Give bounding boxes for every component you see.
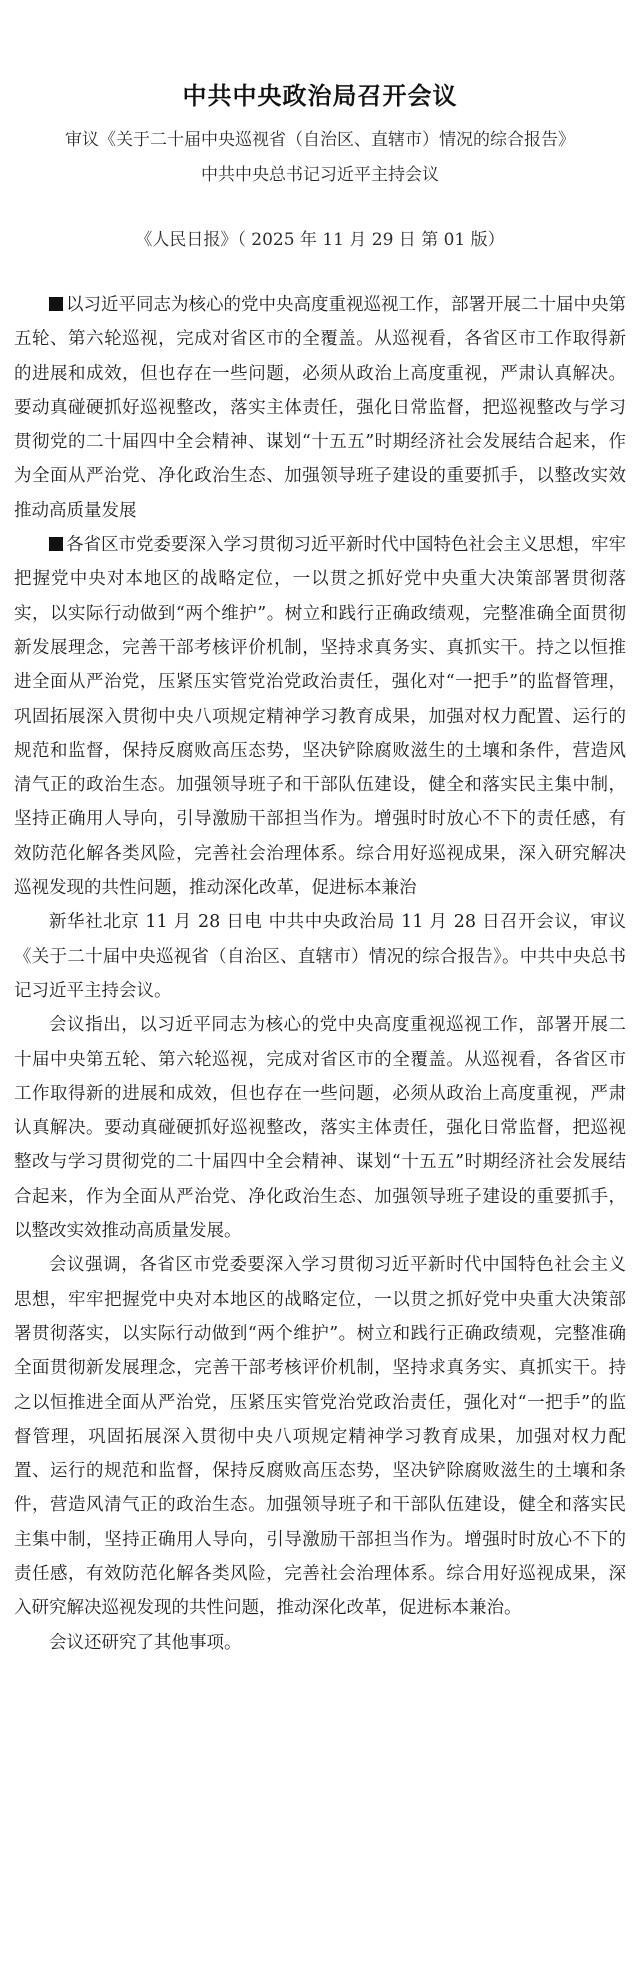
body-paragraph-dateline: 新华社北京 11 月 28 日电 中共中央政治局 11 月 28 日召开会议，审议《关于二十届中央巡视省（自治区、直辖市）情况的综合报告》。中共中央总书记习近平主持会议。 (14, 912, 626, 1001)
body-paragraph-closing: 会议还研究了其他事项。 (49, 1632, 242, 1653)
summary-paragraph-2 (14, 528, 626, 905)
summary-text-2: 各省区市党委要深入学习贯彻习近平新时代中国特色社会主义思想，牢牢把握党中央对本地区的战略定位，一以贯之抓好党中央重大决策部署贯彻落实，以实际行动做到“两个维护”。树立和践行正确政绩观，完整准确全面贯彻新发展理念，完善干部考核评价机制，坚持求真务实、真抓实干。持之以恒推进全面从严治党，压紧压实管党治党政治责任，强化对“一把手”的监督管理，巩固拓展深入贯彻中央八项规定精神学习教育成果，加强对权力配置、运行的规范和监督，保持反腐败高压态势，坚决铲除腐败滋生的土壤和条件，营造风清气正的政治生态。加强领导班子和干部队伍建设，健全和落实民主集中制，坚持正确用人导向，引导激励干部担当作为。增强时时放心不下的责任感，有效防范化解各类风险，完善社会治理体系。综合用好巡视成果，深入研究解决巡视发现的共性问题，推动深化改革，促进标本兼治 (14, 535, 626, 899)
body-paragraph-points: 会议指出，以习近平同志为核心的党中央高度重视巡视工作，部署开展二十届中央第五轮、第六轮巡视，完成对省区市的全覆盖。从巡视看，各省区市工作取得新的进展和成效，但也存在一些问题，必须从政治上高度重视，严肃认真解决。要动真碰硬抓好巡视整改，落实主体责任，强化日常监督，把巡视整改与学习贯彻党的二十届四中全会精神、谋划“十五五”时期经济社会发展结合起来，作为全面从严治党、净化政治生态、加强领导班子建设的重要抓手，以整改实效推动高质量发展。 (14, 1015, 626, 1242)
article-subtitle-chair: 中共中央总书记习近平主持会议 (201, 165, 439, 185)
body-paragraph-emphasis: 会议强调，各省区市党委要深入学习贯彻习近平新时代中国特色社会主义思想，牢牢把握党中央对本地区的战略定位，一以贯之抓好党中央重大决策部署贯彻落实，以实际行动做到“两个维护”。树立和践行正确政绩观，完整准确全面贯彻新发展理念，完善干部考核评价机制，坚持求真务实、真抓实干。持之以恒推进全面从严治党，压紧压实管党治党政治责任，强化对“一把手”的监督管理，巩固拓展深入贯彻中央八项规定精神学习教育成果，加强对权力配置、运行的规范和监督，保持反腐败高压态势，坚决铲除腐败滋生的土壤和条件，营造风清气正的政治生态。加强领导班子和干部队伍建设，健全和落实民主集中制，坚持正确用人导向，引导激励干部担当作为。增强时时放心不下的责任感，有效防范化解各类风险，完善社会治理体系。综合用好巡视成果，深入研究解决巡视发现的共性问题，推动深化改革，促进标本兼治。 (14, 1255, 626, 1619)
summary-paragraph-1 (14, 288, 626, 528)
black-square-bullet-icon (49, 297, 63, 311)
summary-text-1: 以习近平同志为核心的党中央高度重视巡视工作，部署开展二十届中央第五轮、第六轮巡视，完成对省区市的全覆盖。从巡视看，各省区市工作取得新的进展和成效，但也存在一些问题，必须从政治上高度重视，严肃认真解决。要动真碰硬抓好巡视整改，落实主体责任，强化日常监督，把巡视整改与学习贯彻党的二十届四中全会精神、谋划“十五五”时期经济社会发展结合起来，作为全面从严治党、净化政治生态、加强领导班子建设的重要抓手，以整改实效推动高质量发展 (14, 295, 626, 521)
article-title: 中共中央政治局召开会议 (182, 81, 458, 110)
article-source: 《人民日报》（ 2025 年 11 月 29 日 第 01 版） (135, 230, 505, 250)
black-square-bullet-icon (49, 537, 63, 551)
article-subtitle-report: 审议《关于二十届中央巡视省（自治区、直辖市）情况的综合报告》 (65, 130, 575, 150)
article-body (14, 288, 626, 1660)
